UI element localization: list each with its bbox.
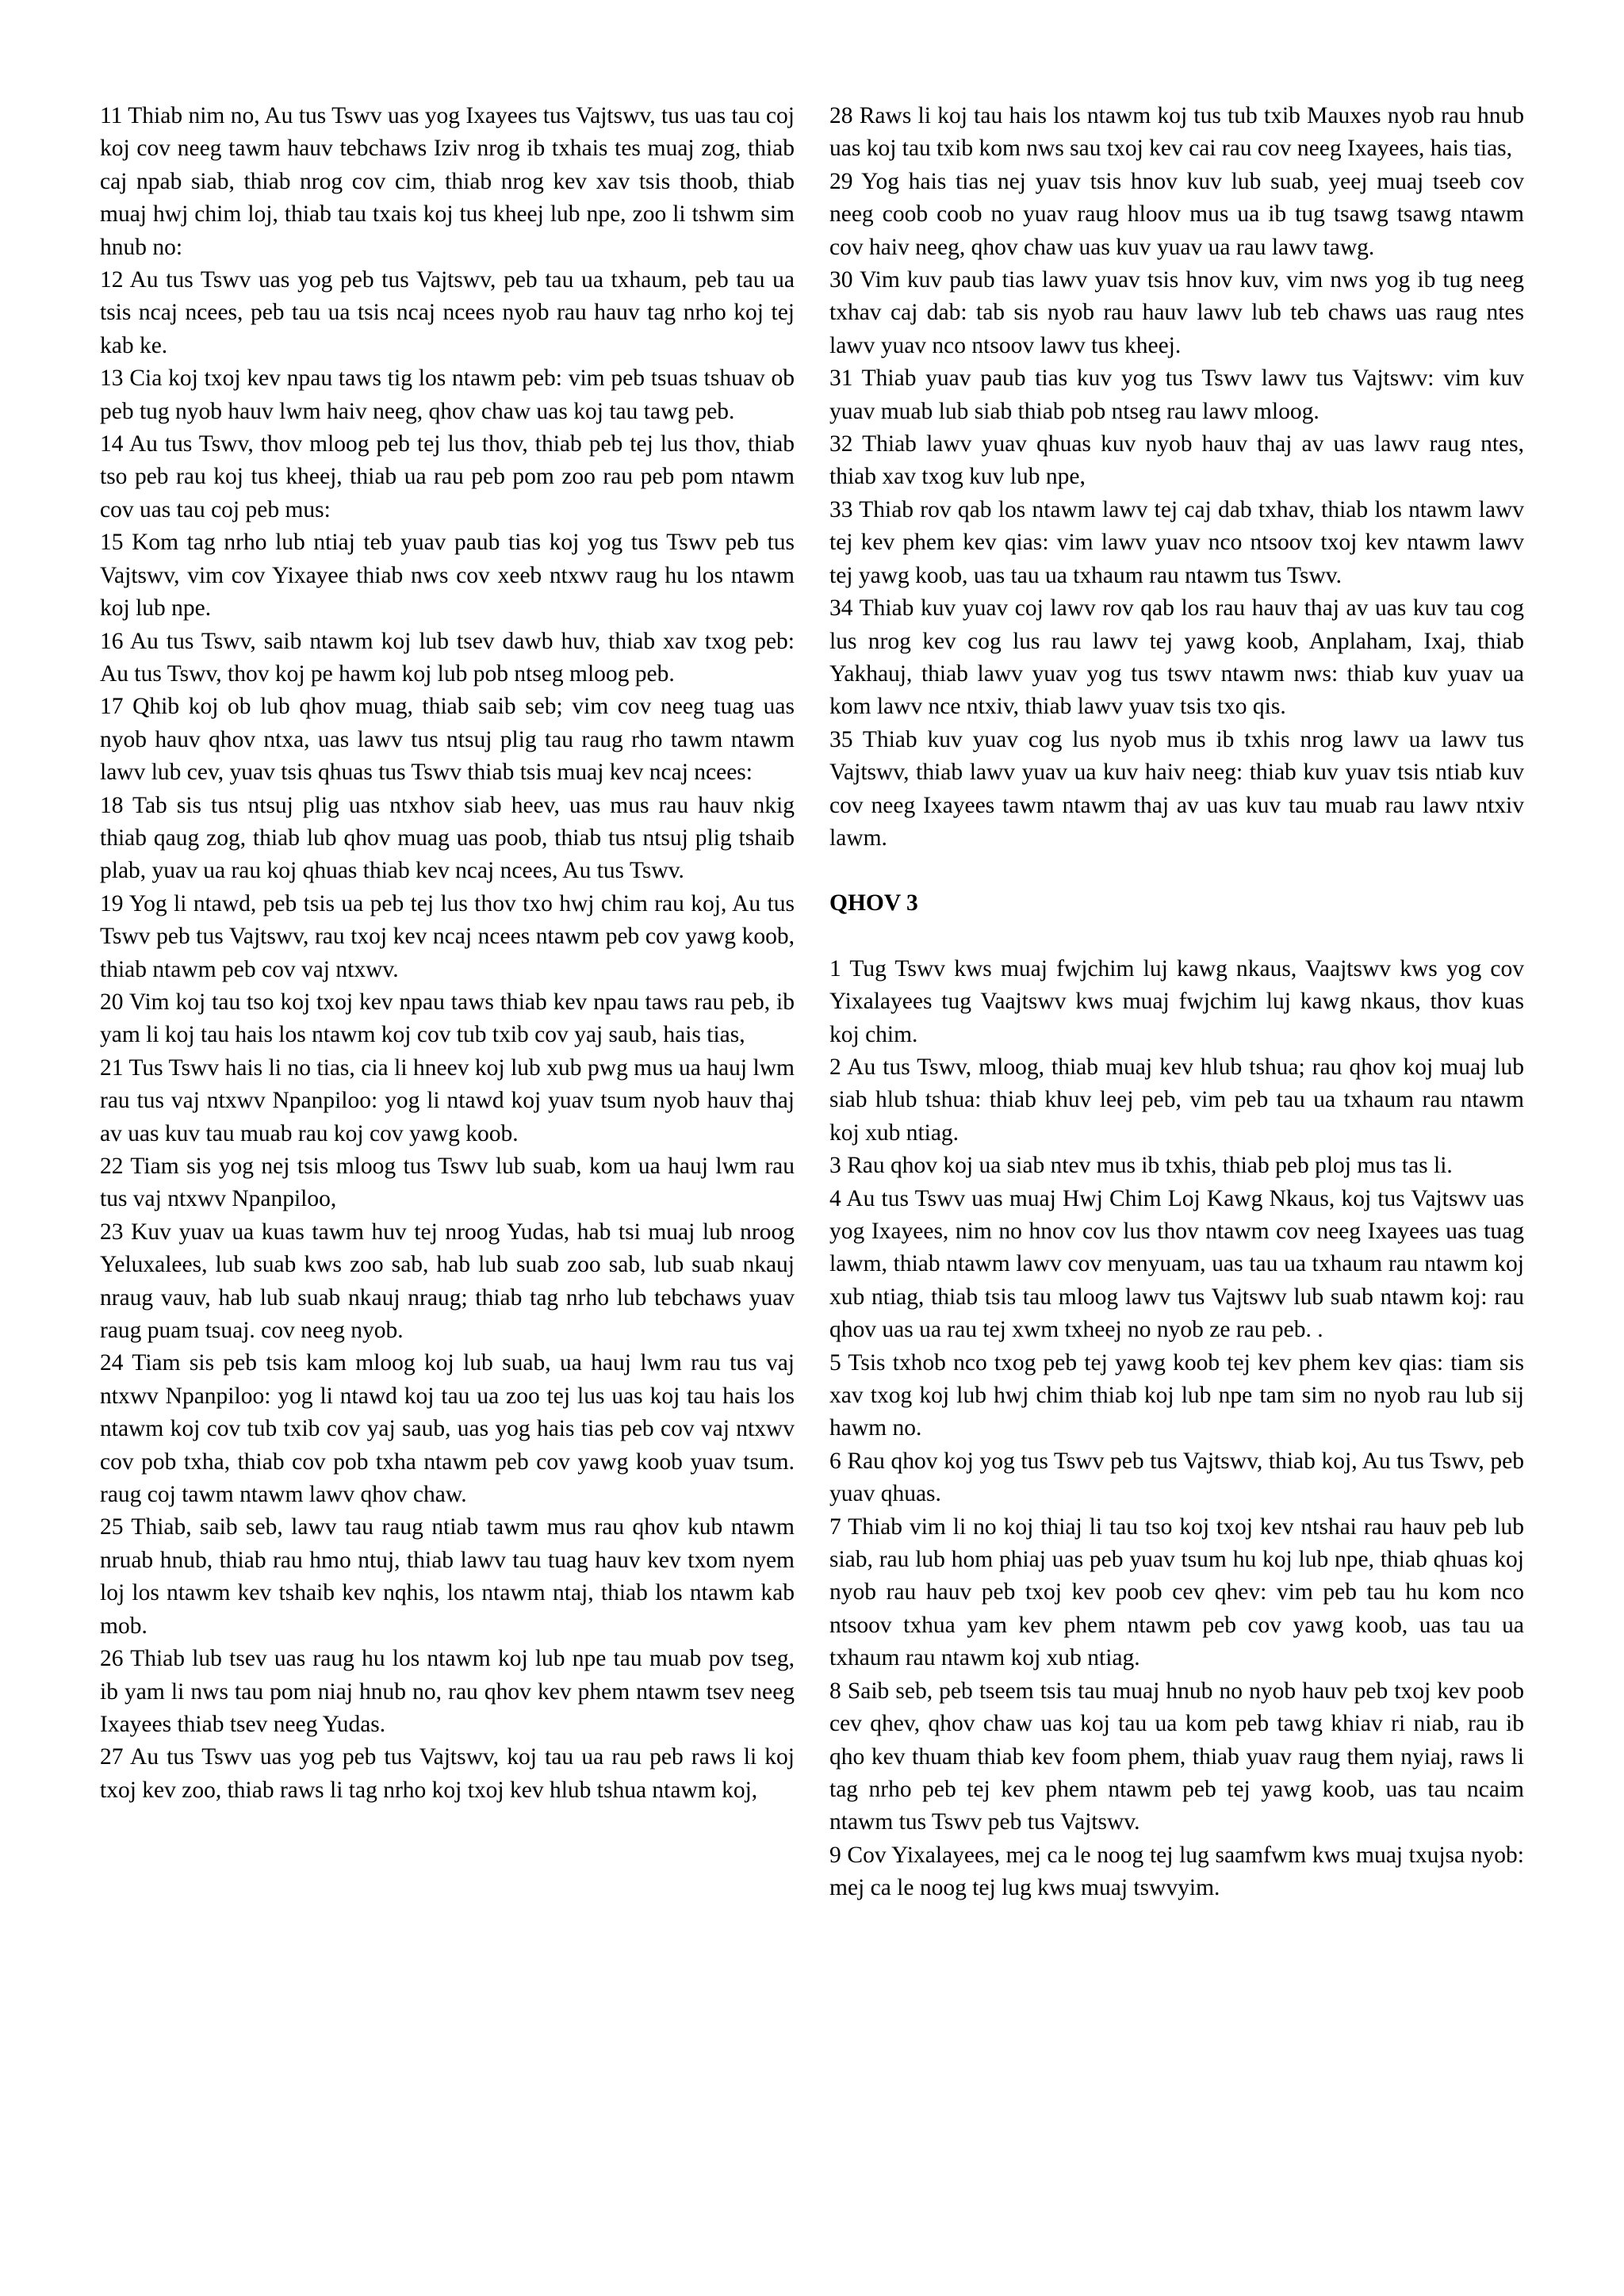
verse: 28 Raws li koj tau hais los ntawm koj tus tub txib Mauxes nyob rau hnub uas koj tau txib kom nws sau txoj kev cai rau cov neeg Ixayees, hais tias, [829, 103, 1524, 162]
verse: 4 Au tus Tswv uas muaj Hwj Chim Loj Kawg Nkaus, koj tus Vajtswv uas yog Ixayees, nim no hnov cov lus thov ntawm cov neeg Ixayees uas tuag lawm, thiab ntawm lawv cov menyuam, uas tau ua txhaum rau ntawm koj xub ntiag, thiab tsis tau mloog lawv tus Vajtswv lub suab ntawm koj: rau qhov uas ua rau tej xwm txheej no nyob ze rau peb. . [829, 1185, 1524, 1343]
verse: 20 Vim koj tau tso koj txoj kev npau taws thiab kev npau taws rau peb, ib yam li koj tau hais los ntawm koj cov tub txib cov yaj saub, hais tias, [100, 989, 795, 1048]
verse: 16 Au tus Tswv, saib ntawm koj lub tsev dawb huv, thiab xav txog peb: Au tus Tswv, thov koj pe hawm koj lub pob ntseg mloog peb. [100, 628, 795, 687]
verse: 33 Thiab rov qab los ntawm lawv tej caj dab txhav, thiab los ntawm lawv tej kev phem kev qias: vim lawv yuav nco ntsoov txoj kev ntawm lawv tej yawg koob, uas tau ua txhaum rau ntawm tus Tswv. [829, 496, 1524, 588]
verse: 12 Au tus Tswv uas yog peb tus Vajtswv, peb tau ua txhaum, peb tau ua tsis ncaj ncees, peb tau ua tsis ncaj ncees nyob rau hauv tag nrho koj tej kab ke. [100, 267, 795, 358]
verse: 34 Thiab kuv yuav coj lawv rov qab los rau hauv thaj av uas kuv tau cog lus nrog kev cog lus rau lawv tej yawg koob, Anplaham, Ixaj, thiab Yakhauj, thiab lawv yuav yog tus tswv ntawm nws: thiab kuv yuav ua kom lawv nce ntxiv, thiab lawv yuav tsis txo qis. [829, 595, 1524, 720]
verse: 2 Au tus Tswv, mloog, thiab muaj kev hlub tshua; rau qhov koj muaj lub siab hlub tshua: thiab khuv leej peb, vim peb tau ua txhaum rau ntawm koj xub ntiag. [829, 1054, 1524, 1146]
chapter-heading: QHOV 3 [829, 890, 918, 916]
verse: 25 Thiab, saib seb, lawv tau raug ntiab tawm mus rau qhov kub ntawm nruab hnub, thiab rau hmo ntuj, thiab lawv tau tuag hauv kev txom nyem loj los ntawm kev tshaib kev nqhis, los ntawm ntaj, thiab los ntawm kab mob. [100, 1514, 795, 1639]
verse: 5 Tsis txhob nco txog peb tej yawg koob tej kev phem kev qias: tiam sis xav txog koj lub hwj chim thiab koj lub npe tam sim no nyob rau lub sij hawm no. [829, 1349, 1524, 1441]
verse: 15 Kom tag nrho lub ntiaj teb yuav paub tias koj yog tus Tswv peb tus Vajtswv, vim cov Yixayee thiab nws cov xeeb ntxwv raug hu los ntawm koj lub npe. [100, 530, 795, 622]
verse: 31 Thiab yuav paub tias kuv yog tus Tswv lawv tus Vajtswv: vim kuv yuav muab lub siab thiab pob ntseg rau lawv mloog. [829, 365, 1524, 424]
verse: 35 Thiab kuv yuav cog lus nyob mus ib txhis nrog lawv ua lawv tus Vajtswv, thiab lawv yuav ua kuv haiv neeg: thiab kuv yuav tsis ntiab kuv cov neeg Ixayees tawm ntawm thaj av uas kuv tau muab rau lawv ntxiv lawm. [829, 726, 1524, 851]
verse: 6 Rau qhov koj yog tus Tswv peb tus Vajtswv, thiab koj, Au tus Tswv, peb yuav qhuas. [829, 1448, 1524, 1507]
left-column [100, 100, 795, 2296]
verse: 3 Rau qhov koj ua siab ntev mus ib txhis, thiab peb ploj mus tas li. [829, 1153, 1453, 1179]
verse: 22 Tiam sis yog nej tsis mloog tus Tswv lub suab, kom ua hauj lwm rau tus vaj ntxwv Npanpiloo, [100, 1154, 795, 1212]
verse: 7 Thiab vim li no koj thiaj li tau tso koj txoj kev ntshai rau hauv peb lub siab, rau lub hom phiaj uas peb yuav tsum hu koj lub npe, thiab qhuas koj nyob rau hauv peb txoj kev poob cev qhev: vim peb tau hu kom nco ntsoov txhua yam kev phem ntawm peb cov yawg koob, uas tau ua txhaum rau ntawm koj xub ntiag. [829, 1513, 1524, 1671]
verse: 14 Au tus Tswv, thov mloog peb tej lus thov, thiab peb tej lus thov, thiab tso peb rau koj tus kheej, thiab ua rau peb pom zoo rau peb pom ntawm cov uas tau coj peb mus: [100, 431, 795, 522]
verse: 9 Cov Yixalayees, mej ca le noog tej lug saamfwm kws muaj txujsa nyob: mej ca le noog tej lug kws muaj tswvyim. [829, 1842, 1524, 1901]
verse: 11 Thiab nim no, Au tus Tswv uas yog Ixayees tus Vajtswv, tus uas tau coj koj cov neeg tawm hauv tebchaws Iziv nrog ib txhais tes muaj zog, thiab caj npab siab, thiab nrog cov cim, thiab nrog kev xav tsis thoob, thiab muaj hwj chim loj, thiab tau txais koj tus kheej lub npe, zoo li tshwm sim hnub no: [100, 103, 795, 260]
verse: 21 Tus Tswv hais li no tias, cia li hneev koj lub xub pwg mus ua hauj lwm rau tus vaj ntxwv Npanpiloo: yog li ntawd koj yuav tsum nyob hauv thaj av uas kuv tau muab rau koj cov yawg koob. [100, 1054, 795, 1146]
verse: 26 Thiab lub tsev uas raug hu los ntawm koj lub npe tau muab pov tseg, ib yam li nws tau pom niaj hnub no, rau qhov kev phem ntawm tsev neeg Ixayees thiab tsev neeg Yudas. [100, 1646, 795, 1737]
verse: 17 Qhib koj ob lub qhov muag, thiab saib seb; vim cov neeg tuag uas nyob hauv qhov ntxa, uas lawv tus ntsuj plig tau raug rho tawm ntawm lawv lub cev, yuav tsis qhuas tus Tswv thiab tsis muaj kev ncaj ncees: [100, 694, 795, 786]
verse: 30 Vim kuv paub tias lawv yuav tsis hnov kuv, vim nws yog ib tug neeg txhav caj dab: tab sis nyob rau hauv lawv lub teb chaws uas raug ntes lawv yuav nco ntsoov lawv tus kheej. [829, 267, 1524, 358]
verse: 23 Kuv yuav ua kuas tawm huv tej nroog Yudas, hab tsi muaj lub nroog Yeluxalees, lub suab kws zoo sab, hab lub suab zoo sab, lub suab nkauj nraug vauv, hab lub suab nkauj nraug; thiab tag nrho lub tebchaws yuav raug puam tsuaj. cov neeg nyob. [100, 1219, 795, 1344]
verse: 32 Thiab lawv yuav qhuas kuv nyob hauv thaj av uas lawv raug ntes, thiab xav txog kuv lub npe, [829, 431, 1524, 490]
verse: 19 Yog li ntawd, peb tsis ua peb tej lus thov txo hwj chim rau koj, Au tus Tswv peb tus Vajtswv, rau txoj kev ncaj ncees ntawm peb cov yawg koob, thiab ntawm peb cov vaj ntxwv. [100, 890, 795, 982]
verse: 18 Tab sis tus ntsuj plig uas ntxhov siab heev, uas mus rau hauv nkig thiab qaug zog, thiab lub qhov muag uas poob, thiab tus ntsuj plig tshaib plab, yuav ua rau koj qhuas thiab kev ncaj ncees, Au tus Tswv. [100, 792, 795, 884]
verse: 8 Saib seb, peb tseem tsis tau muaj hnub no nyob hauv peb txoj kev poob cev qhev, qhov chaw uas koj tau ua kom peb tawg khiav ri niab, rau ib qho kev thuam thiab kev foom phem, thiab yuav raug them nyiaj, raws li tag nrho peb tej kev phem ntawm peb tej yawg koob, uas tau ncaim ntawm tus Tswv peb tus Vajtswv. [829, 1678, 1524, 1835]
verse: 27 Au tus Tswv uas yog peb tus Vajtswv, koj tau ua rau peb raws li koj txoj kev zoo, thiab raws li tag nrho koj txoj kev hlub tshua ntawm koj, [100, 1744, 795, 1803]
verse: 13 Cia koj txoj kev npau taws tig los ntawm peb: vim peb tsuas tshuav ob peb tug nyob hauv lwm haiv neeg, qhov chaw uas koj tau tawg peb. [100, 365, 795, 424]
verse: 1 Tug Tswv kws muaj fwjchim luj kawg nkaus, Vaajtswv kws yog cov Yixalayees tug Vaajtswv kws muaj fwjchim luj kawg nkaus, thov kuas koj chim. [829, 955, 1524, 1047]
verse: 24 Tiam sis peb tsis kam mloog koj lub suab, ua hauj lwm rau tus vaj ntxwv Npanpiloo: yog li ntawd koj tau ua zoo tej lus uas koj tau hais los ntawm koj cov tub txib cov yaj saub, uas yog hais tias peb cov vaj ntxwv cov pob txha, thiab cov pob txha ntawm peb cov yawg koob yuav tsum. raug coj tawm ntawm lawv qhov chaw. [100, 1350, 795, 1508]
right-column [829, 100, 1524, 2296]
verse: 29 Yog hais tias nej yuav tsis hnov kuv lub suab, yeej muaj tseeb cov neeg coob coob no yuav raug hloov mus ua ib tug tsawg tsawg ntawm cov haiv neeg, qhov chaw uas kuv yuav ua rau lawv tawg. [829, 168, 1524, 260]
